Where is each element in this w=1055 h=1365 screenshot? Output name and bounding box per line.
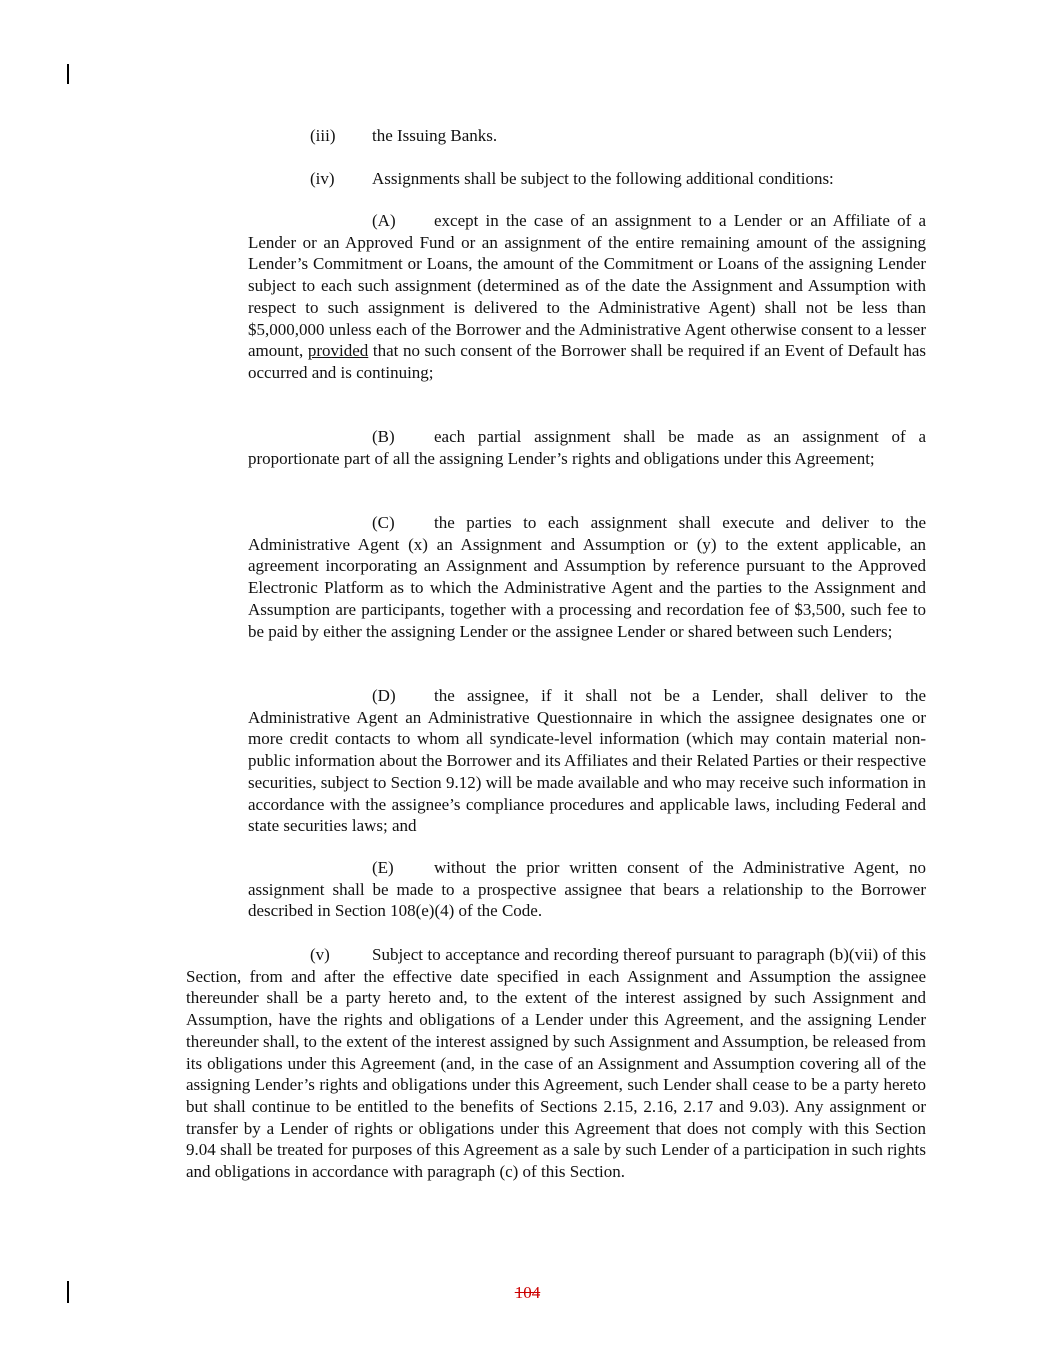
item-iii-label: (iii) bbox=[310, 126, 336, 145]
item-iv-label: (iv) bbox=[310, 169, 335, 188]
subparagraph-d-label: (D) bbox=[372, 686, 396, 705]
subparagraph-e-text: without the prior written consent of the Administrative Agent, no assignment shall be made to a prospective assignee that bears a relationship to the Borrower described in Section 108(e)(4) of the Code. bbox=[248, 858, 926, 921]
subparagraph-a-text-before: except in the case of an assignment to a Lender or an Affiliate of a Lender or an Approved Fund or an assignment of the entire remaining amount of the assigning Lender’s Commitment or Loans, the amount of the Commitment or Loans of the assigning Lender subject to each such assignment (determined as of the date the Assignment and Assumption with respect to such assignment is delivered to the Administrative Agent) shall not be less than $5,000,000 unless each of the Borrower and the Administrative Agent otherwise consent to a lesser amount, bbox=[248, 211, 926, 361]
subparagraph-b-text: each partial assignment shall be made as an assignment of a proportionate part of all the assigning Lender’s rights and obligations under this Agreement; bbox=[248, 427, 926, 468]
subparagraph-e-label: (E) bbox=[372, 858, 394, 877]
item-iii-text: the Issuing Banks. bbox=[372, 126, 498, 145]
subparagraph-e bbox=[248, 857, 926, 922]
paragraph-v bbox=[186, 944, 926, 1183]
page-number: 104 bbox=[514, 1283, 541, 1302]
subparagraph-a-label: (A) bbox=[372, 211, 396, 230]
subparagraph-a-text-after: that no such consent of the Borrower shall be required if an Event of Default has occurred and is continuing; bbox=[248, 341, 927, 382]
item-iii bbox=[310, 125, 497, 147]
subparagraph-d bbox=[248, 685, 926, 837]
subparagraph-b bbox=[248, 426, 926, 469]
subparagraph-d-text: the assignee, if it shall not be a Lender, shall deliver to the Administrative Agent an Administrative Questionnaire in which the assignee designates one or more credit contacts to whom all syndicate-level information (which may contain material non-public information about the Borrower and its Affiliates and their Related Parties or their respective securities, subject to Section 9.12) will be made available and who may receive such information in accordance with the assignee’s compliance procedures and applicable laws, including Federal and state securities laws; and bbox=[248, 686, 926, 836]
paragraph-v-label: (v) bbox=[310, 945, 330, 964]
item-iv-text: Assignments shall be subject to the following additional conditions: bbox=[372, 169, 834, 188]
subparagraph-a bbox=[248, 210, 926, 384]
subparagraph-c-label: (C) bbox=[372, 513, 395, 532]
paragraph-v-text: Subject to acceptance and recording thereof pursuant to paragraph (b)(vii) of this Section, from and after the effective date specified in each Assignment and Assumption the assignee thereunder shall be a party hereto and, to the extent of the interest assigned by such Assignment and Assumption, have the rights and obligations of a Lender under this Agreement, and the assigning Lender thereunder shall, to the extent of the interest assigned by such Assignment and Assumption, be released from its obligations under this Agreement (and, in the case of an Assignment and Assumption covering all of the assigning Lender’s rights and obligations under this Agreement, such Lender shall cease to be a party hereto but shall continue to be entitled to the benefits of Sections 2.15, 2.16, 2.17 and 9.03). Any assignment or transfer by a Lender of rights or obligations under this Agreement that does not comply with this Section 9.04 shall be treated for purposes of this Agreement as a sale by such Lender of a participation in such rights and obligations in accordance with paragraph (c) of this Section. bbox=[186, 945, 926, 1182]
provided-term: provided bbox=[307, 341, 369, 361]
item-iv bbox=[310, 168, 834, 190]
subparagraph-b-label: (B) bbox=[372, 427, 395, 446]
subparagraph-c bbox=[248, 512, 926, 642]
change-bar-top bbox=[67, 64, 69, 84]
subparagraph-c-text: the parties to each assignment shall execute and deliver to the Administrative Agent (x) an Assignment and Assumption or (y) to the extent applicable, an agreement incorporating an Assignment and Assumption by reference pursuant to the Approved Electronic Platform as to which the Administrative Agent and the parties to the Assignment and Assumption are participants, together with a processing and recordation fee of $3,500, such fee to be paid by either the assigning Lender or the assignee Lender or shared between such Lenders; bbox=[248, 513, 926, 641]
